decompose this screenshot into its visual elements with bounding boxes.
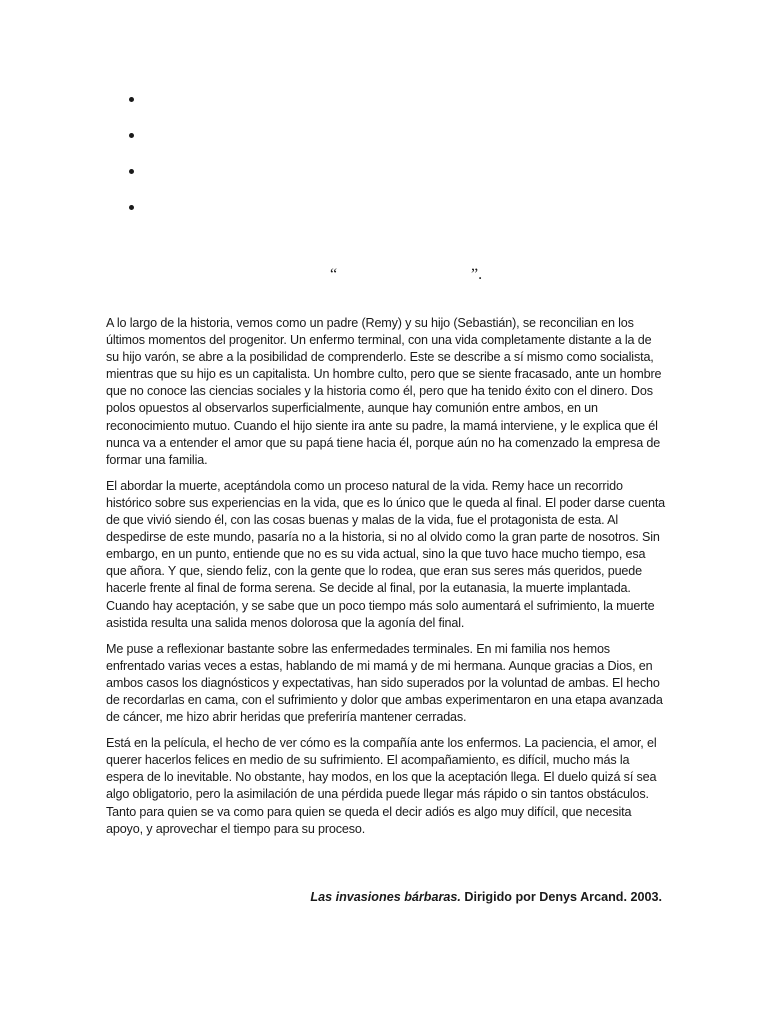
bullet-dot-icon	[129, 169, 134, 174]
bullet-dot-icon	[129, 205, 134, 210]
paragraph-4: Está en la película, el hecho de ver cómo es la compañía ante los enfermos. La paciencia, el amor, el querer hacerlos felices en medio de su sufrimiento. El acompañamiento, es difícil, mucho más la espera de lo inevitable. No obstante, hay modos, en los que la aceptación llega. El duelo quizá sí sea algo obligatorio, pero la asimilación de una pérdida puede llegar más rápido o sin tantos obstáculos. Tanto para quien se va como para quien se queda el decir adiós es algo muy difícil, que necesita apoyo, y aprovechar el tiempo para su proceso.	[106, 736, 657, 836]
film-title: Las invasiones bárbaras.	[310, 890, 461, 904]
closing-quote-mark: ”.	[471, 266, 483, 283]
citation-details: Dirigido por Denys Arcand. 2003.	[460, 890, 662, 904]
film-citation	[310, 890, 662, 904]
body-text	[106, 315, 666, 847]
paragraph-3: Me puse a reflexionar bastante sobre las enfermedades terminales. En mi familia nos hemos enfrentado varias veces a estas, hablando de mi mamá y de mi hermana. Aunque gracias a Dios, en ambos casos los diagnósticos y expectativas, han sido superados por la voluntad de ambas. El hecho de recordarlas en cama, con el sufrimiento y dolor que ambas experimentaron en una etapa avanzada de cáncer, me hizo abrir heridas que preferiría mantener cerradas.	[106, 641, 663, 725]
quote-heading	[0, 266, 768, 290]
bullet-dot-icon	[129, 97, 134, 102]
paragraph-2: El abordar la muerte, aceptándola como un proceso natural de la vida. Remy hace un recorrido histórico sobre sus experiencias en la vida, que es lo único que le queda al final. El poder darse cuenta de que vivió siendo él, con las cosas buenas y malas de la vida, fue el protagonista de esta. Al despedirse de este mundo, pasaría no a la historia, si no al olvido como la gran parte de nosotros. Sin embargo, en un punto, entiende que no es su vida actual, sino la que tuvo hace mucho tiempo, esa que añora. Y que, siendo feliz, con la gente que lo rodea, que eran sus seres más queridos, puede hacerle frente al final de forma serena. Se decide al final, por la eutanasia, la muerte implantada. Cuando hay aceptación, y se sabe que un poco tiempo más solo aumentará el sufrimiento, la muerte asistida resulta una salida menos dolorosa que la agonía del final.	[106, 478, 666, 630]
opening-quote-mark: “	[330, 266, 338, 283]
paragraph-1: A lo largo de la historia, vemos como un padre (Remy) y su hijo (Sebastián), se reconcilian en los últimos momentos del progenitor. Un enfermo terminal, con una vida completamente distante a la de su hijo varón, se abre a la posibilidad de comprenderlo. Este se describe a sí mismo como socialista, mientras que su hijo es un capitalista. Un hombre culto, pero que se siente fracasado, ante un hombre que no conoce las ciencias sociales y la historia como él, pero que ha tenido éxito con el dinero. Dos polos opuestos al observarlos superficialmente, aunque hay comunión entre ambos, en un reconocimiento mutuo. Cuando el hijo siente ira ante su padre, la mamá interviene, y le explica que él nunca va a entender el amor que su papá tiene hacia él, porque aún no ha comenzado la empresa de formar una familia.	[106, 316, 662, 467]
bullet-dot-icon	[129, 133, 134, 138]
